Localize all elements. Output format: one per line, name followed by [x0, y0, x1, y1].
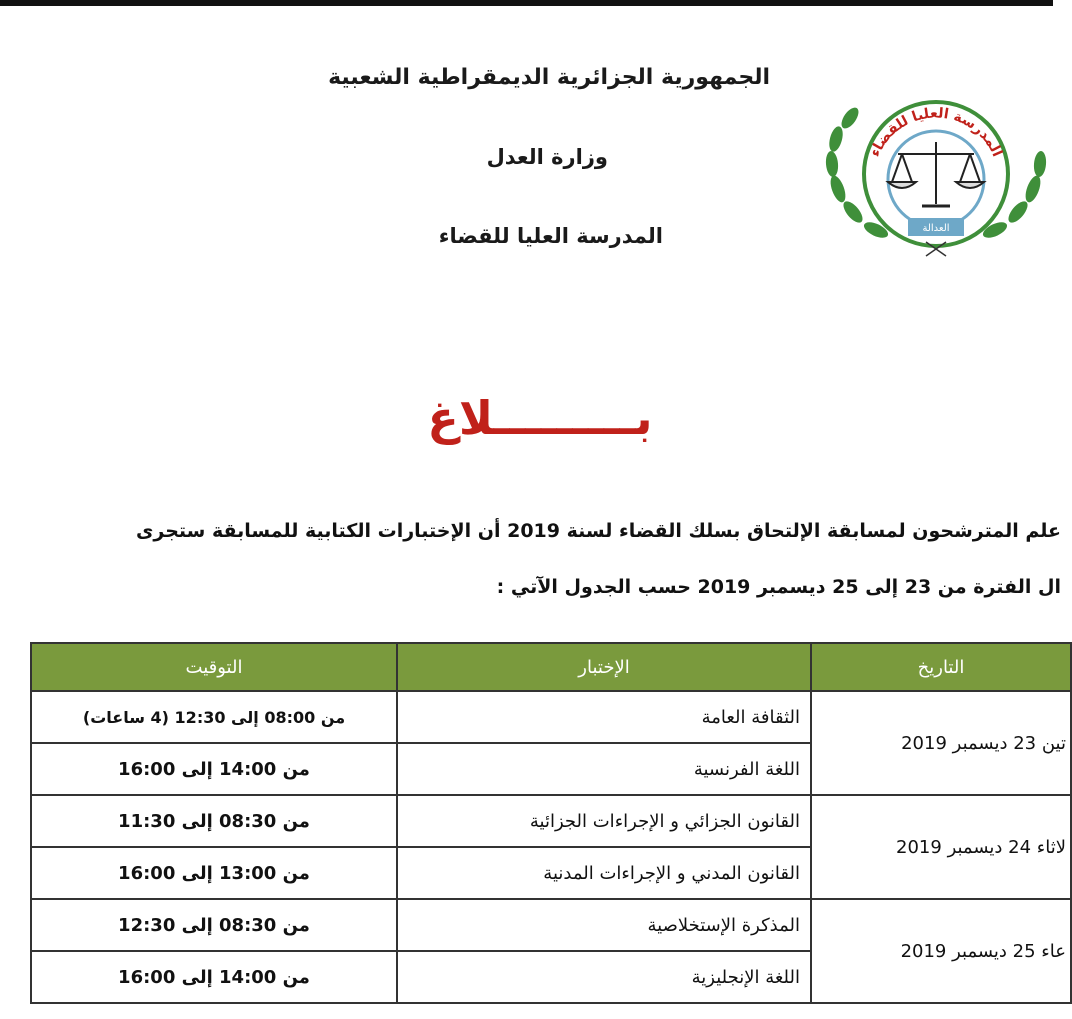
table-row	[31, 691, 1071, 743]
exam-time: من 08:00 إلى 12:30 (4 ساعات)	[31, 691, 397, 743]
header-test: الإختبار	[397, 643, 811, 691]
announcement-title: بـــــــــلاغ	[427, 391, 653, 445]
exam-time: من 14:00 إلى 16:00	[31, 951, 397, 1003]
exam-subject: اللغة الإنجليزية	[397, 951, 811, 1003]
exam-date: تين 23 ديسمبر 2019	[811, 691, 1071, 795]
exam-time: من 14:00 إلى 16:00	[31, 743, 397, 795]
emblem-arc-text: المدرسة العليا للقضاء	[866, 105, 1006, 160]
table-header-row	[31, 643, 1071, 691]
exam-schedule-table	[30, 642, 1072, 1004]
exam-time: من 08:30 إلى 12:30	[31, 899, 397, 951]
school-name: المدرسة العليا للقضاء	[438, 224, 663, 248]
table-row	[31, 899, 1071, 951]
intro-line-2: ال الفترة من 23 إلى 25 ديسمبر 2019 حسب الجدول الآتي :	[496, 576, 1061, 598]
ministry-name: وزارة العدل	[486, 145, 608, 169]
table-row	[31, 795, 1071, 847]
exam-subject: القانون المدني و الإجراءات المدنية	[397, 847, 811, 899]
republic-name: الجمهورية الجزائرية الديمقراطية الشعبية	[328, 65, 770, 90]
exam-subject: المذكرة الإستخلاصية	[397, 899, 811, 951]
exam-subject: القانون الجزائي و الإجراءات الجزائية	[397, 795, 811, 847]
exam-date: عاء 25 ديسمبر 2019	[811, 899, 1071, 1003]
header-time: التوقيت	[31, 643, 397, 691]
intro-line-1: علم المترشحون لمسابقة الإلتحاق بسلك القضاء لسنة 2019 أن الإختبارات الكتابية للمسابقة ستجرى	[135, 520, 1061, 542]
header-date: التاريخ	[811, 643, 1071, 691]
exam-subject: الثقافة العامة	[397, 691, 811, 743]
emblem-bottom-text: العدالة	[922, 223, 950, 234]
exam-time: من 08:30 إلى 11:30	[31, 795, 397, 847]
document-page	[0, 6, 1066, 1019]
exam-subject: اللغة الفرنسية	[397, 743, 811, 795]
school-emblem-logo	[818, 94, 1058, 269]
exam-time: من 13:00 إلى 16:00	[31, 847, 397, 899]
exam-date: لاثاء 24 ديسمبر 2019	[811, 795, 1071, 899]
